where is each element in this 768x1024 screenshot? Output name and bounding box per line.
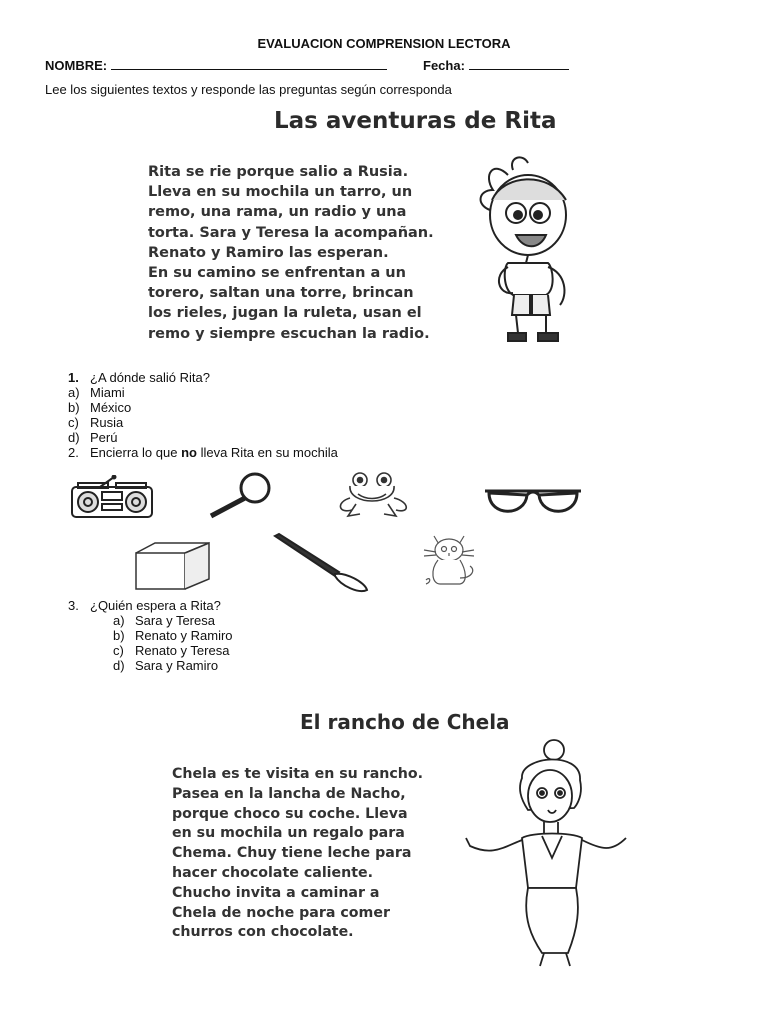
story1-line: torero, saltan una torre, brincan <box>148 285 414 302</box>
name-blank-line[interactable] <box>111 59 387 70</box>
question-2-text-bold: no <box>181 445 197 460</box>
question-1-option-b[interactable] <box>68 400 210 415</box>
story2-line: Chucho invita a caminar a <box>172 884 380 901</box>
chela-woman-illustration <box>462 738 630 968</box>
story2-line: Chela es te visita en su rancho. <box>172 766 424 782</box>
instructions: Lee los siguientes textos y responde las preguntas según corresponda <box>45 82 452 97</box>
date-label: Fecha: <box>423 58 465 73</box>
question-1-number: 1. <box>68 370 79 385</box>
option-text: México <box>90 400 132 415</box>
question-1-option-c[interactable] <box>68 415 210 430</box>
story1-line: remo y siempre escuchan la radio. <box>148 325 430 342</box>
rita-girl-illustration <box>468 155 593 350</box>
option-text: Perú <box>90 430 118 445</box>
story1-line: Renato y Ramiro las esperan. <box>148 244 389 261</box>
date-field[interactable] <box>423 58 569 73</box>
question-3-option-d[interactable] <box>113 658 233 673</box>
radio-icon[interactable] <box>70 475 154 521</box>
option-label: a) <box>113 613 125 628</box>
question-2-text-after: lleva Rita en su mochila <box>196 445 338 460</box>
question-1-option-a[interactable] <box>68 385 210 400</box>
magnifying-glass-icon[interactable] <box>205 470 280 520</box>
question-1-text: ¿A dónde salió Rita? <box>90 370 210 385</box>
name-label: NOMBRE: <box>45 58 108 73</box>
story2-line: Pasea en la lancha de Nacho, <box>172 785 406 802</box>
option-text: Renato y Teresa <box>135 643 230 658</box>
story1-line: Rita se rie porque salio a Rusia. <box>148 164 409 180</box>
option-text: Sara y Ramiro <box>135 658 219 673</box>
story2-line: churros con chocolate. <box>172 924 354 941</box>
option-label: c) <box>113 643 124 658</box>
option-label: a) <box>68 385 80 400</box>
option-text: Rusia <box>90 415 124 430</box>
question-3-number: 3. <box>68 598 79 613</box>
story1-line: remo, una rama, un radio y una <box>148 204 407 221</box>
story1-line: torta. Sara y Teresa la acompañan. <box>148 224 434 241</box>
story2-text <box>172 765 423 943</box>
story2-title: El rancho de Chela <box>300 710 510 734</box>
date-blank-line[interactable] <box>469 59 569 70</box>
option-label: b) <box>68 400 80 415</box>
question-3-option-a[interactable] <box>113 613 233 628</box>
option-label: b) <box>113 628 125 643</box>
question-2-number: 2. <box>68 445 79 460</box>
story1-line: los rieles, jugan la ruleta, usan el <box>148 305 422 322</box>
option-text: Sara y Teresa <box>135 613 215 628</box>
story1-line: En su camino se enfrentan a un <box>148 265 406 282</box>
frog-icon[interactable] <box>330 470 418 520</box>
glasses-icon[interactable] <box>483 485 583 519</box>
story1-title: Las aventuras de Rita <box>274 108 557 134</box>
box-icon[interactable] <box>133 541 213 591</box>
question-2 <box>68 445 338 460</box>
option-label: d) <box>68 430 80 445</box>
option-text: Miami <box>90 385 125 400</box>
option-label: d) <box>113 658 125 673</box>
question-3-text: ¿Quién espera a Rita? <box>90 598 221 613</box>
story2-line: en su mochila un regalo para <box>172 825 405 842</box>
story2-line: porque choco su coche. Lleva <box>172 805 408 822</box>
story1-line: Lleva en su mochila un tarro, un <box>148 184 413 201</box>
page-title: EVALUACION COMPRENSION LECTORA <box>257 36 511 51</box>
question-3-option-c[interactable] <box>113 643 233 658</box>
option-label: c) <box>68 415 79 430</box>
story2-line: hacer chocolate caliente. <box>172 864 374 881</box>
question-2-text-before: Encierra lo que <box>90 445 182 460</box>
story1-text <box>148 162 434 344</box>
question-3-option-b[interactable] <box>113 628 233 643</box>
cat-icon[interactable] <box>420 530 480 588</box>
option-text: Renato y Ramiro <box>135 628 233 643</box>
story2-line: Chela de noche para comer <box>172 904 390 921</box>
story2-line: Chema. Chuy tiene leche para <box>172 845 412 862</box>
oar-icon[interactable] <box>273 532 371 594</box>
question-1-option-d[interactable] <box>68 430 210 445</box>
question-1 <box>68 370 210 445</box>
name-field[interactable] <box>45 58 387 73</box>
question-3 <box>68 598 233 673</box>
